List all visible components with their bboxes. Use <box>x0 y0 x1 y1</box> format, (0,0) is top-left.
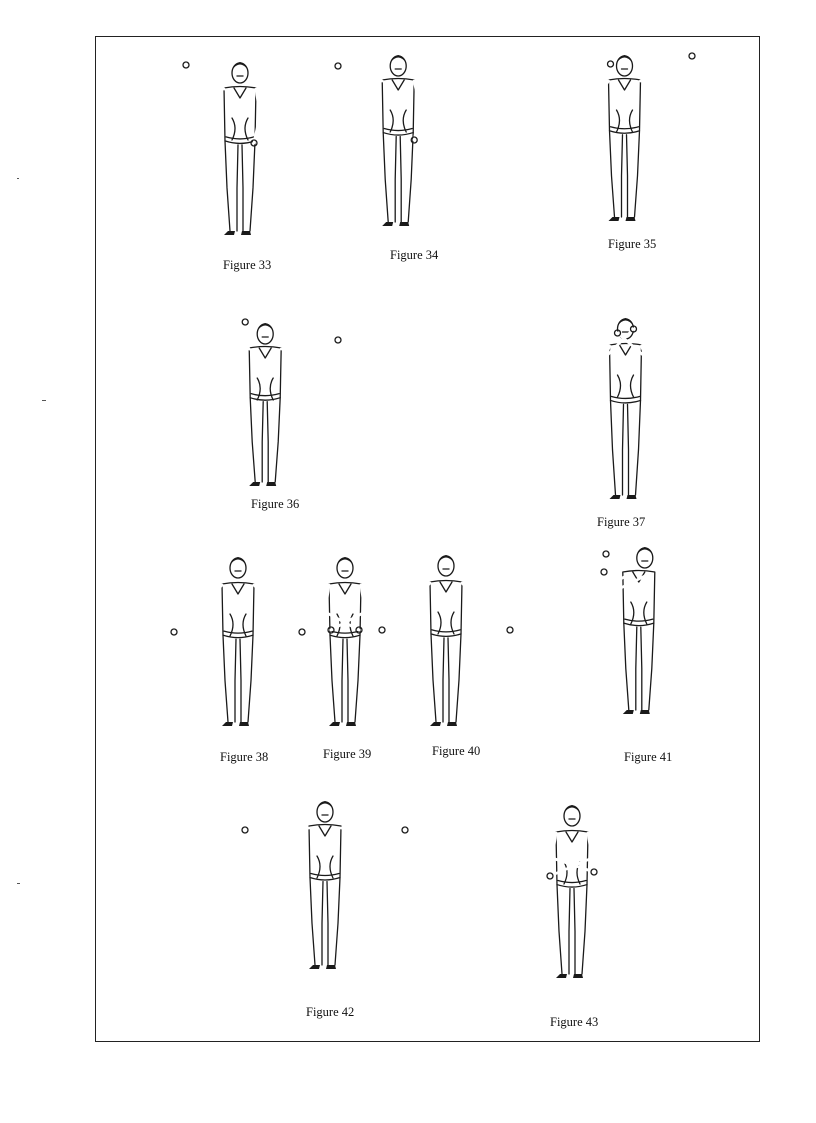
figure-39-illustration <box>312 550 378 730</box>
figure-35-illustration <box>586 50 696 225</box>
figure-37-caption: Figure 37 <box>597 515 646 529</box>
figure-35-line-drawing <box>586 50 696 225</box>
figure-40-illustration <box>380 548 512 730</box>
scan-speck <box>17 883 20 884</box>
figure-33-illustration <box>178 55 278 240</box>
figure-40-line-drawing <box>380 548 512 730</box>
figure-42-illustration <box>243 798 407 973</box>
figure-34-caption: Figure 34 <box>390 248 439 262</box>
figure-34-line-drawing <box>330 50 440 230</box>
figure-43-line-drawing <box>540 800 604 982</box>
figure-43-caption: Figure 43 <box>550 1015 599 1029</box>
figure-38-line-drawing <box>172 550 304 730</box>
figure-42-line-drawing <box>243 798 407 973</box>
figure-40-caption: Figure 40 <box>432 744 481 758</box>
figure-36-illustration <box>230 318 340 490</box>
figure-33-line-drawing <box>178 55 278 240</box>
figure-38-caption: Figure 38 <box>220 750 269 764</box>
figure-39-line-drawing <box>312 550 378 730</box>
figure-43-illustration <box>540 800 604 982</box>
figure-34-illustration <box>330 50 440 230</box>
figure-38-illustration <box>172 550 304 730</box>
figure-37-line-drawing <box>594 313 664 503</box>
figure-33-caption: Figure 33 <box>223 258 272 272</box>
figure-41-caption: Figure 41 <box>624 750 673 764</box>
scan-speck <box>17 178 19 179</box>
figure-35-caption: Figure 35 <box>608 237 657 251</box>
figure-36-line-drawing <box>230 318 340 490</box>
figure-39-caption: Figure 39 <box>323 747 372 761</box>
figure-36-caption: Figure 36 <box>251 497 300 511</box>
figure-42-caption: Figure 42 <box>306 1005 355 1019</box>
scan-speck <box>42 400 46 401</box>
figure-41-line-drawing <box>598 542 666 718</box>
figure-41-illustration <box>598 542 666 718</box>
figure-37-illustration <box>594 313 664 503</box>
